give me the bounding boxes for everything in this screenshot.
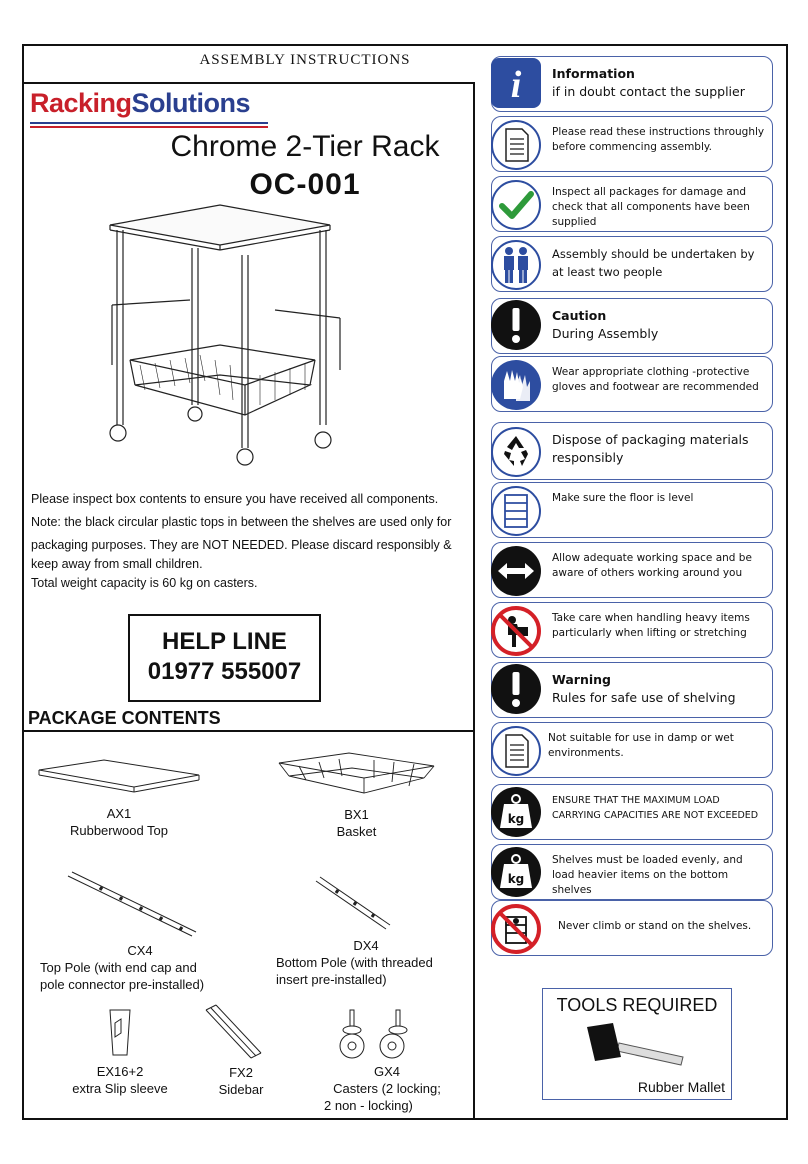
part-gx4-name-2: 2 non - locking) [324, 1098, 413, 1113]
safety-two-people-text: Assembly should be undertaken by at least two people [552, 247, 755, 279]
part-gx4-name: Casters (2 locking; [333, 1081, 441, 1096]
logo-part-2: Solutions [131, 88, 251, 118]
part-dx4-name-2: insert pre-installed) [276, 972, 387, 987]
safety-dispose-text: Dispose of packaging materials responsibly [552, 432, 749, 465]
part-gx4 [312, 1008, 462, 1114]
no-climb-icon [490, 903, 542, 955]
checkmark-icon [490, 179, 542, 231]
safety-space-text: Allow adequate working space and be aware of others working around you [552, 552, 752, 579]
safety-inspect-text: Inspect all packages for damage and check that all components have been supplied [552, 186, 750, 228]
safety-information-text: if in doubt contact the supplier [552, 84, 745, 99]
weight-icon [490, 786, 542, 838]
part-cx4-name: Top Pole (with end cap and [40, 960, 197, 975]
gloves-icon [490, 359, 542, 411]
rubber-mallet-icon [579, 1021, 689, 1071]
part-fx2-name: Sidebar [218, 1082, 264, 1097]
rubberwood-top-icon [34, 755, 204, 805]
safety-item-heavy-items [491, 602, 773, 658]
part-gx4-code: GX4 [373, 1064, 400, 1079]
level-icon [490, 485, 542, 537]
weight-label: kg [507, 872, 525, 886]
part-ax1 [34, 755, 204, 839]
safety-warning-title: Warning [552, 672, 611, 687]
safety-warning-text: Rules for safe use of shelving [552, 690, 736, 705]
helpline-label: HELP LINE [162, 628, 287, 655]
safety-item-floor-level [491, 482, 773, 538]
part-fx2 [196, 1000, 286, 1098]
safety-read-text: Please read these instructions throughly before commencing assembly. [552, 126, 765, 153]
safety-caution-text: During Assembly [552, 326, 659, 341]
weight-icon [490, 846, 542, 898]
product-code: OC-001 [249, 168, 361, 201]
safety-clothing-text: Wear appropriate clothing -protective gloves and footwear are recommended [552, 366, 759, 393]
safety-item-caution [491, 298, 773, 354]
slip-sleeve-icon [55, 1005, 185, 1063]
part-ax1-code: AX1 [106, 806, 132, 821]
part-cx4 [40, 870, 240, 993]
warning-icon [490, 663, 542, 715]
part-cx4-name-2: pole connector pre-installed) [40, 977, 205, 992]
logo-part-1: Racking [30, 88, 132, 118]
safety-item-two-people [491, 236, 773, 292]
notes-block [31, 488, 471, 595]
note-line-5: Total weight capacity is 60 kg on casters. [31, 576, 258, 590]
note-line-1: Please inspect box contents to ensure you have received all components. [31, 492, 439, 506]
part-ex16-code: EX16+2 [96, 1064, 144, 1079]
safety-information-title: Information [552, 66, 635, 81]
recycle-icon [490, 426, 542, 478]
safety-damp-text: Not suitable for use in damp or wet environments. [548, 732, 734, 759]
page-header-title: ASSEMBLY INSTRUCTIONS [199, 52, 411, 68]
part-ex16 [55, 1005, 185, 1097]
tools-item: Rubber Mallet [637, 1079, 725, 1095]
safety-heavy-text: Take care when handling heavy items particularly when lifting or stretching [552, 612, 750, 639]
basket-icon [274, 748, 439, 806]
tools-required-box [542, 988, 732, 1100]
safety-item-warning [491, 662, 773, 718]
safety-caution-title: Caution [552, 308, 607, 323]
safety-max-load-text: ENSURE THAT THE MAXIMUM LOAD CARRYING CAPACITIES ARE NOT EXCEEDED [552, 795, 759, 821]
product-name: Chrome 2-Tier Rack [170, 130, 440, 163]
heavy-lift-icon [490, 605, 542, 657]
safety-item-inspect [491, 176, 773, 232]
safety-item-working-space [491, 542, 773, 598]
svg-text:i: i [510, 64, 522, 106]
helpline-box [128, 614, 321, 702]
document-icon [490, 725, 542, 777]
safety-item-load-evenly [491, 844, 773, 900]
helpline-number: 01977 555007 [147, 658, 302, 685]
part-dx4-code: DX4 [353, 938, 379, 953]
note-line-3: packaging purposes. They are NOT NEEDED. Please discard responsibly & [31, 538, 452, 552]
note-line-4: keep away from small children. [31, 557, 203, 571]
part-ax1-name: Rubberwood Top [69, 823, 169, 838]
safety-item-damp [491, 722, 773, 778]
package-contents-divider [22, 730, 475, 732]
part-cx4-code: CX4 [127, 943, 153, 958]
part-ex16-name: extra Slip sleeve [72, 1081, 168, 1096]
safety-item-read-instructions [491, 116, 773, 172]
bottom-pole-icon [276, 875, 456, 937]
brand-logo [30, 88, 250, 119]
top-pole-icon [40, 870, 240, 942]
weight-label: kg [507, 812, 525, 826]
note-line-2: Note: the black circular plastic tops in between the shelves are used only for [31, 515, 452, 529]
safety-item-information [491, 56, 773, 112]
document-icon [490, 119, 542, 171]
tools-required-title: TOOLS REQUIRED [556, 995, 718, 1015]
information-icon [490, 57, 542, 109]
safety-item-clothing [491, 356, 773, 412]
space-arrows-icon [490, 545, 542, 597]
safety-no-climb-text: Never climb or stand on the shelves. [558, 920, 752, 932]
safety-item-max-load [491, 784, 773, 840]
safety-load-evenly-text: Shelves must be loaded evenly, and load heavier items on the bottom shelves [552, 854, 743, 896]
caster-icon [312, 1008, 462, 1063]
two-people-icon [490, 239, 542, 291]
part-bx1 [274, 748, 439, 840]
safety-item-dispose [491, 422, 773, 480]
safety-floor-text: Make sure the floor is level [552, 492, 694, 504]
part-dx4-name: Bottom Pole (with threaded [276, 955, 433, 970]
part-fx2-code: FX2 [229, 1065, 253, 1080]
safety-item-no-climb [491, 900, 773, 956]
package-contents-title: PACKAGE CONTENTS [28, 708, 221, 728]
sidebar-icon [196, 1000, 286, 1064]
part-bx1-code: BX1 [344, 807, 369, 822]
part-bx1-name: Basket [336, 824, 377, 839]
logo-underline [30, 122, 268, 130]
part-dx4 [276, 875, 456, 988]
rack-illustration [100, 200, 350, 480]
caution-icon [490, 299, 542, 351]
